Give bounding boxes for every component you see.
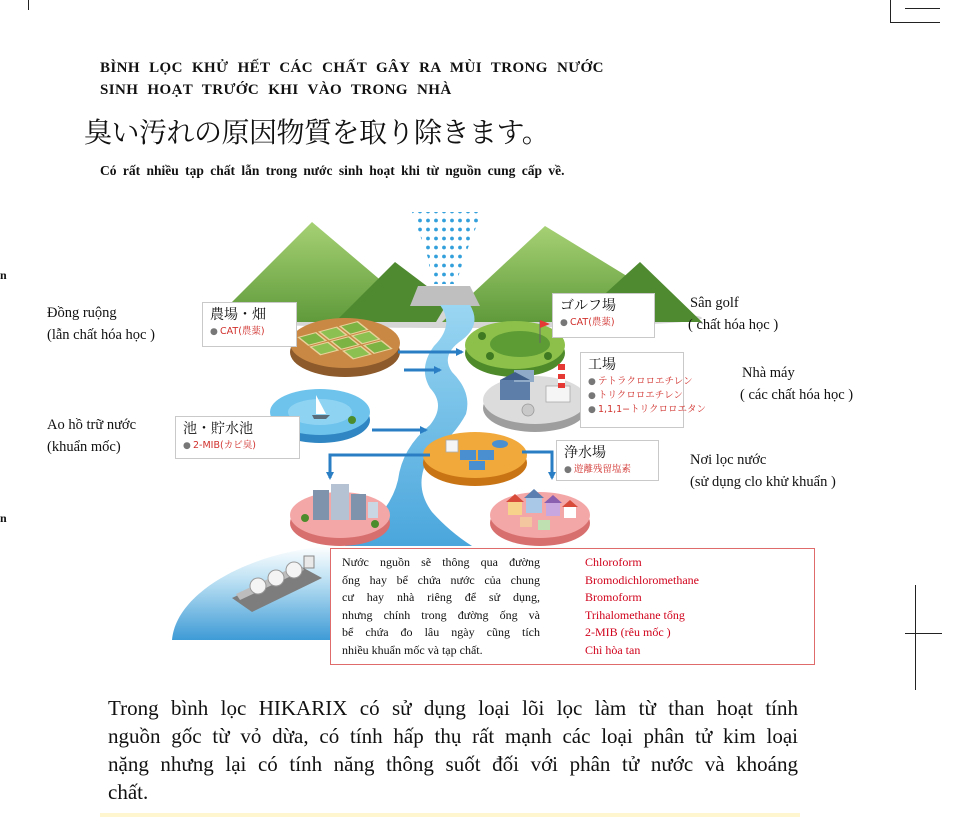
houses-icon <box>490 489 590 546</box>
description-line: nhưng chính trong đường ống và <box>342 607 540 622</box>
golf-note: ( chất hóa học ) <box>688 317 779 333</box>
treatment-note: (sử dụng clo khử khuẩn ) <box>690 474 836 490</box>
substance-item: Trihalomethane tổng <box>585 607 685 622</box>
pond-box-item: ● 2-MIB(カビ臭) <box>183 439 293 453</box>
farm-box-item: ● CAT(農薬) <box>210 325 290 339</box>
description-line: nhiều khuẩn mốc và tạp chất. <box>342 642 483 657</box>
heading-line-1: BÌNH LỌC KHỬ HẾT CÁC CHẤT GÂY RA MÙI TRONG NƯỚC <box>100 60 604 76</box>
description-line: ống hay bể chứa nước của chung <box>342 572 540 587</box>
paragraph-line: Trong bình lọc HIKARIX có sử dụng loại lõi lọc làm từ than hoạt tính <box>108 696 798 720</box>
factory-note: ( các chất hóa học ) <box>740 387 854 403</box>
margin-mark: n <box>0 268 7 282</box>
substance-item: Chì hòa tan <box>585 642 641 657</box>
golf-course-icon <box>465 320 565 377</box>
substance-list <box>585 554 699 660</box>
factory-box-item: ● トリクロロエチレン <box>588 389 677 403</box>
factory-box-title: 工場 <box>588 358 616 373</box>
substance-item: Bromoform <box>585 590 642 605</box>
golf-label: Sân golf <box>690 295 739 311</box>
factory-box-item: ● 1,1,1−トリクロロエタン <box>588 403 677 417</box>
pond-box-title: 池・貯水池 <box>183 422 253 437</box>
body-paragraph <box>108 694 798 806</box>
description-line: Nước nguồn sẽ thông qua đường <box>342 555 540 569</box>
treatment-box-title: 浄水場 <box>564 446 606 461</box>
factory-box-item: ● テトラクロロエチレン <box>588 375 677 389</box>
golf-box-title: ゴルフ場 <box>560 299 616 314</box>
farm-note: (lẫn chất hóa học ) <box>47 327 155 343</box>
paragraph-line: chất. <box>108 780 149 804</box>
town-buildings-icon <box>290 484 390 546</box>
treatment-box <box>556 440 659 481</box>
substance-item: Chloroform <box>585 555 642 569</box>
pond-box <box>175 416 300 459</box>
subtitle: Có rất nhiều tạp chất lẫn trong nước sinh hoạt khi từ nguồn cung cấp về. <box>100 163 565 178</box>
description-line: cư hay nhà riêng để sử dụng, <box>342 590 540 605</box>
pond-note: (khuẩn mốc) <box>47 439 121 455</box>
pipe-description <box>342 554 540 660</box>
farm-label: Đồng ruộng <box>47 305 117 321</box>
pond-label: Ao hồ trữ nước <box>47 417 137 433</box>
factory-label: Nhà máy <box>742 365 795 381</box>
margin-mark: n <box>0 511 7 525</box>
paragraph-line: nặng nhưng lại có tính năng thông suốt đối với phân tử nước và khoáng <box>108 752 798 776</box>
japanese-title: 臭い汚れの原因物質を取り除きます。 <box>84 118 550 149</box>
substance-item: 2-MIB (rêu mốc ) <box>585 625 671 640</box>
farm-box-title: 農場・畑 <box>210 308 266 323</box>
substance-item: Bromodichloromethane <box>585 572 699 587</box>
factory-box <box>580 352 706 428</box>
footer-highlight-strip <box>100 813 800 817</box>
water-treatment-icon <box>423 432 527 486</box>
paragraph-line: nguồn gốc từ vỏ dừa, có tính hấp thụ rất mạnh các loại phân tử kim loại <box>108 724 798 748</box>
golf-box-item: ● CAT(農薬) <box>560 316 648 330</box>
heading-line-2: SINH HOẠT TRƯỚC KHI VÀO TRONG NHÀ <box>100 82 452 98</box>
description-line: bể chứa đo lâu ngày cũng tích <box>342 625 540 640</box>
treatment-box-item: ● 遊離残留塩素 <box>564 463 652 477</box>
waterfall-icon <box>410 212 482 306</box>
farm-box <box>202 302 297 347</box>
treatment-label: Nơi lọc nước <box>690 452 767 468</box>
farm-field-icon <box>290 318 400 377</box>
pipe-contaminants-box <box>330 548 815 665</box>
golf-box <box>552 293 655 338</box>
